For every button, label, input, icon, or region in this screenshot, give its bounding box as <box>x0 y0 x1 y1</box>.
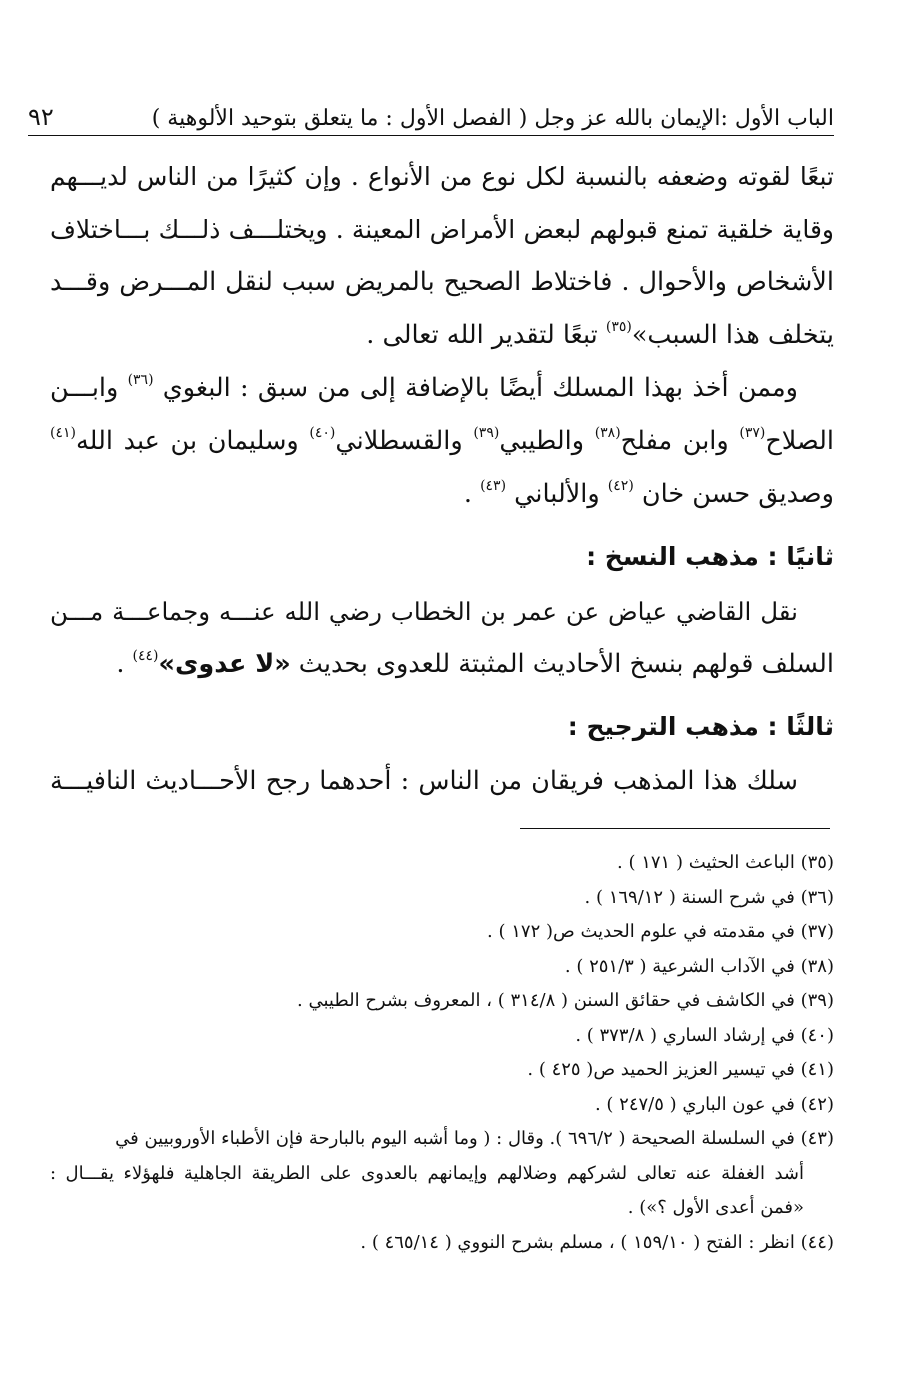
page-header <box>28 96 834 136</box>
footnote-38: (٣٨) في الآداب الشرعية ( ٢٥١/٣ ) . <box>564 955 834 977</box>
footnote-ref: (٤٣) <box>480 478 507 494</box>
text-segment: . <box>116 649 133 679</box>
footnote-40: (٤٠) في إرشاد الساري ( ٣٧٣/٨ ) . <box>575 1024 834 1046</box>
main-text <box>50 150 834 808</box>
text-segment: والقسطلاني <box>335 426 474 456</box>
text-segment: وابن مفلح <box>620 426 740 456</box>
footnote-41: (٤١) في تيسير العزيز الحميد ص( ٤٢٥ ) . <box>527 1059 834 1080</box>
footnote-44: (٤٤) انظر : الفتح ( ١٥٩/١٠ ) ، مسلم بشرح النووي ( ٤٦٥/١٤ ) . <box>360 1231 834 1253</box>
footnote-ref: (٤٠) <box>309 425 336 441</box>
text-segment: الصلاح <box>765 426 834 456</box>
paragraph-4 <box>50 755 834 808</box>
paragraph-2 <box>50 362 834 521</box>
paragraph-line <box>50 362 834 415</box>
paragraph-line: تبعًا لقوته وضعفه بالنسبة لكل نوع من الأنواع . وإن كثيرًا من الناس لديـــهم <box>50 162 834 191</box>
section-heading-preference: ثالثًا : مذهب الترجيح : <box>567 712 834 741</box>
text-segment: والألباني <box>506 479 608 509</box>
footnote-divider <box>520 828 830 829</box>
text-segment: . <box>463 479 481 509</box>
footnote-ref: (٣٧) <box>739 425 766 441</box>
footnote-ref: (٣٩) <box>473 425 500 441</box>
text-segment: وابـــن <box>50 373 128 403</box>
footnote-43-continued: أشد الغفلة عنه تعالى لشركهم وضلالهم وإيمانهم بالعدوى على الطريقة الجاهلية فلهؤلاء يقـــال : <box>50 1162 804 1184</box>
page-number: ٩٢ <box>28 103 54 131</box>
hadith-quote: «لا عدوى» <box>158 649 291 679</box>
footnote-ref: (٣٥) <box>605 319 632 335</box>
paragraph-line <box>50 468 834 521</box>
paragraph-3 <box>50 585 834 691</box>
paragraph-1 <box>50 150 834 362</box>
footnote-43: (٤٣) في السلسلة الصحيحة ( ٦٩٦/٢ ). وقال : ( وما أشبه اليوم بالبارحة فإن الأطباء الأوروبيين في <box>115 1128 834 1149</box>
footnote-39: (٣٩) في الكاشف في حقائق السنن ( ٣١٤/٨ ) ، المعروف بشرح الطيبي . <box>297 990 834 1011</box>
footnote-ref: (٤١) <box>50 425 76 441</box>
footnote-ref: (٤٢) <box>607 478 634 494</box>
paragraph-line <box>50 638 834 691</box>
footnote-43-continued: «فمن أعدى الأول ؟») . <box>627 1197 804 1218</box>
paragraph-line <box>50 415 834 468</box>
footnote-36: (٣٦) في شرح السنة ( ١٦٩/١٢ ) . <box>584 886 834 908</box>
paragraph-line <box>50 309 834 362</box>
text-segment: وممن أخذ بهذا المسلك أيضًا بالإضافة إلى من سبق : البغوي <box>153 373 798 403</box>
footnote-35: (٣٥) الباعث الحثيث ( ١٧١ ) . <box>617 852 834 873</box>
text-segment: وسليمان بن عبد الله <box>75 426 310 456</box>
paragraph-line: نقل القاضي عياض عن عمر بن الخطاب رضي الله عنـــه وجماعـــة مـــن <box>50 597 798 626</box>
footnote-ref: (٤٤) <box>132 648 159 664</box>
text-segment: السلف قولهم بنسخ الأحاديث المثبتة للعدوى بحديث <box>290 649 834 679</box>
paragraph-line: سلك هذا المذهب فريقان من الناس : أحدهما رجح الأحـــاديث النافيـــة <box>50 766 798 796</box>
footnote-ref: (٣٦) <box>127 372 154 388</box>
footnote-ref: (٣٨) <box>594 425 621 441</box>
text-segment: وصديق حسن خان <box>633 479 834 509</box>
section-heading-abrogation: ثانيًا : مذهب النسخ : <box>586 542 834 571</box>
text-segment: والطيبي <box>499 426 595 456</box>
text-segment: تبعًا لتقدير الله تعالى . <box>366 320 606 350</box>
footnote-42: (٤٢) في عون الباري ( ٢٤٧/٥ ) . <box>594 1093 834 1115</box>
paragraph-line: الأشخاص والأحوال . فاختلاط الصحيح بالمريض سبب لنقل المـــرض وقـــد <box>50 267 834 297</box>
footnotes <box>50 846 834 1260</box>
paragraph-line: وقاية خلقية تمنع قبولهم لبعض الأمراض المعينة . ويختلـــف ذلـــك بـــاختلاف <box>50 215 834 244</box>
text-segment: يتخلف هذا السبب» <box>631 320 834 350</box>
running-head: الباب الأول :الإيمان بالله عز وجل ( الفصل الأول : ما يتعلق بتوحيد الألوهية ) <box>151 106 834 131</box>
footnote-37: (٣٧) في مقدمته في علوم الحديث ص( ١٧٢ ) . <box>487 921 834 942</box>
